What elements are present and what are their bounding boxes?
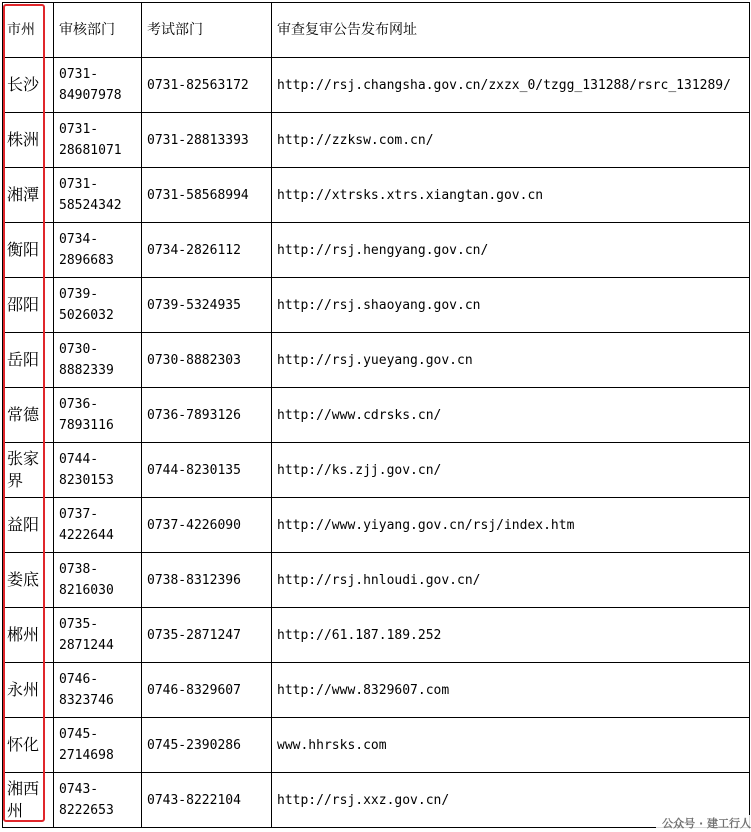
table-row <box>3 773 750 828</box>
url-link[interactable]: http://rsj.yueyang.gov.cn <box>272 333 750 388</box>
exam-phone-cell: 0730-8882303 <box>142 333 272 388</box>
city-cell: 株洲 <box>3 113 54 168</box>
url-link[interactable]: http://www.cdrsks.cn/ <box>272 388 750 443</box>
header-review-dept: 审核部门 <box>54 3 142 58</box>
review-phone-cell: 0731-28681071 <box>54 113 142 168</box>
review-phone-cell: 0738-8216030 <box>54 553 142 608</box>
city-cell: 娄底 <box>3 553 54 608</box>
url-link[interactable]: http://ks.zjj.gov.cn/ <box>272 443 750 498</box>
contact-table <box>2 2 750 828</box>
city-cell: 常德 <box>3 388 54 443</box>
url-link[interactable]: http://zzksw.com.cn/ <box>272 113 750 168</box>
city-cell: 张家界 <box>3 443 54 498</box>
table-row <box>3 498 750 553</box>
table-row <box>3 333 750 388</box>
exam-phone-cell: 0735-2871247 <box>142 608 272 663</box>
exam-phone-cell: 0737-4226090 <box>142 498 272 553</box>
review-phone-cell: 0734-2896683 <box>54 223 142 278</box>
table-row <box>3 553 750 608</box>
city-cell: 邵阳 <box>3 278 54 333</box>
exam-phone-cell: 0731-82563172 <box>142 58 272 113</box>
review-phone-cell: 0731-84907978 <box>54 58 142 113</box>
url-link[interactable]: http://rsj.hengyang.gov.cn/ <box>272 223 750 278</box>
url-link[interactable]: http://rsj.changsha.gov.cn/zxzx_0/tzgg_131288/rsrc_131289/ <box>272 58 750 113</box>
review-phone-cell: 0735-2871244 <box>54 608 142 663</box>
city-cell: 长沙 <box>3 58 54 113</box>
table-row <box>3 58 750 113</box>
exam-phone-cell: 0739-5324935 <box>142 278 272 333</box>
review-phone-cell: 0746-8323746 <box>54 663 142 718</box>
city-cell: 郴州 <box>3 608 54 663</box>
review-phone-cell: 0730-8882339 <box>54 333 142 388</box>
exam-phone-cell: 0736-7893126 <box>142 388 272 443</box>
url-link[interactable]: http://www.8329607.com <box>272 663 750 718</box>
city-cell: 岳阳 <box>3 333 54 388</box>
table-row <box>3 663 750 718</box>
review-phone-cell: 0744-8230153 <box>54 443 142 498</box>
url-link[interactable]: http://www.yiyang.gov.cn/rsj/index.htm <box>272 498 750 553</box>
table-row <box>3 168 750 223</box>
city-cell: 永州 <box>3 663 54 718</box>
city-cell: 益阳 <box>3 498 54 553</box>
table-row <box>3 608 750 663</box>
url-link[interactable]: http://rsj.xxz.gov.cn/ <box>272 773 750 828</box>
review-phone-cell: 0739-5026032 <box>54 278 142 333</box>
table-row <box>3 223 750 278</box>
url-link[interactable]: www.hhrsks.com <box>272 718 750 773</box>
header-url: 审查复审公告发布网址 <box>272 3 750 58</box>
table-row <box>3 718 750 773</box>
url-link[interactable]: http://xtrsks.xtrs.xiangtan.gov.cn <box>272 168 750 223</box>
exam-phone-cell: 0738-8312396 <box>142 553 272 608</box>
table-row <box>3 278 750 333</box>
header-city: 市州 <box>3 3 54 58</box>
city-cell: 湘潭 <box>3 168 54 223</box>
review-phone-cell: 0743-8222653 <box>54 773 142 828</box>
exam-phone-cell: 0745-2390286 <box>142 718 272 773</box>
exam-phone-cell: 0743-8222104 <box>142 773 272 828</box>
review-phone-cell: 0745-2714698 <box>54 718 142 773</box>
exam-phone-cell: 0744-8230135 <box>142 443 272 498</box>
review-phone-cell: 0731-58524342 <box>54 168 142 223</box>
city-column-highlight-box <box>3 4 45 822</box>
city-cell: 怀化 <box>3 718 54 773</box>
url-link[interactable]: http://rsj.shaoyang.gov.cn <box>272 278 750 333</box>
exam-phone-cell: 0734-2826112 <box>142 223 272 278</box>
table-row <box>3 113 750 168</box>
exam-phone-cell: 0731-58568994 <box>142 168 272 223</box>
table-row <box>3 443 750 498</box>
city-cell: 衡阳 <box>3 223 54 278</box>
city-cell: 湘西州 <box>3 773 54 828</box>
watermark: 公众号 · 建工行人 <box>656 815 751 831</box>
url-link[interactable]: http://61.187.189.252 <box>272 608 750 663</box>
exam-phone-cell: 0731-28813393 <box>142 113 272 168</box>
table-header-row <box>3 3 750 58</box>
review-phone-cell: 0737-4222644 <box>54 498 142 553</box>
url-link[interactable]: http://rsj.hnloudi.gov.cn/ <box>272 553 750 608</box>
table-row <box>3 388 750 443</box>
header-exam-dept: 考试部门 <box>142 3 272 58</box>
review-phone-cell: 0736-7893116 <box>54 388 142 443</box>
exam-phone-cell: 0746-8329607 <box>142 663 272 718</box>
